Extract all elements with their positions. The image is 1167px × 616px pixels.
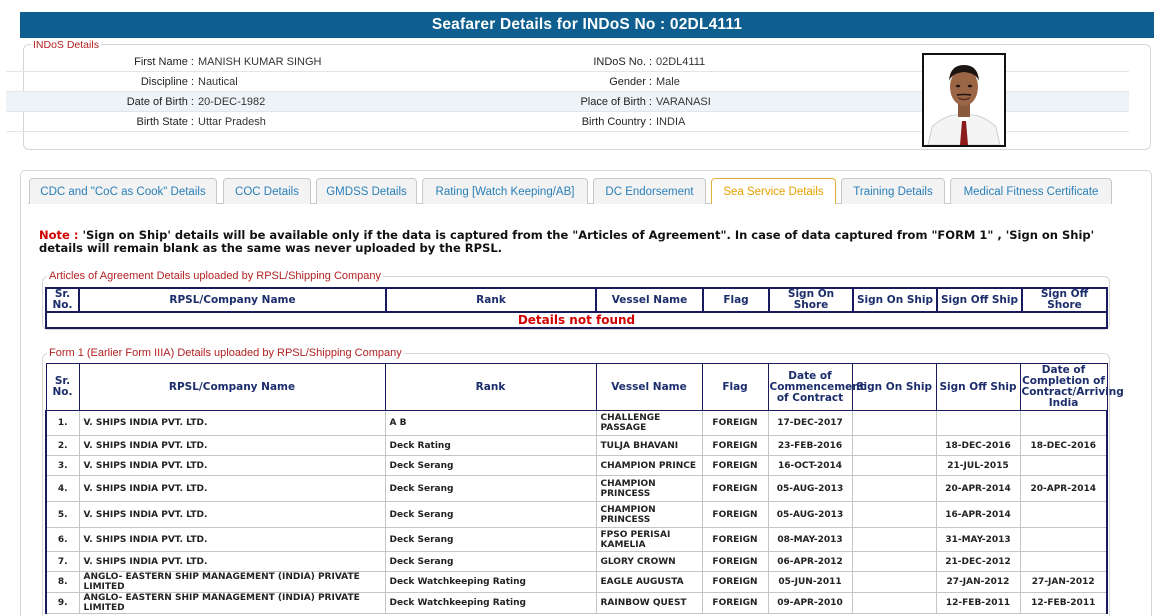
indos-no-label: INDoS No. : bbox=[593, 55, 652, 68]
completion-date-cell bbox=[1020, 528, 1107, 552]
col-header-company-name: RPSL/Company Name bbox=[79, 288, 386, 312]
note-text: 'Sign on Ship' details will be available only if the data is captured from the "Articles of Agreement". In case of data captured from "FORM 1" , 'Sign on Ship' details will remain blank as the same was never uploaded by the RPSL. bbox=[39, 228, 1095, 255]
flag-cell: FOREIGN bbox=[702, 552, 768, 572]
table-row bbox=[46, 411, 1107, 436]
company-name-cell: V. SHIPS INDIA PVT. LTD. bbox=[79, 552, 385, 572]
sr-no-cell: 6. bbox=[46, 528, 79, 552]
col-header-flag: Flag bbox=[702, 364, 768, 411]
articles-of-agreement-table bbox=[45, 287, 1108, 329]
seafarer-photo bbox=[922, 53, 1006, 147]
table-row bbox=[46, 456, 1107, 476]
flag-cell: FOREIGN bbox=[702, 593, 768, 614]
sign-off-ship-cell: 12-FEB-2011 bbox=[936, 593, 1020, 614]
col-header-vessel-name: Vessel Name bbox=[596, 288, 703, 312]
col-header-flag: Flag bbox=[703, 288, 769, 312]
col-header-vessel-name: Vessel Name bbox=[596, 364, 702, 411]
flag-cell: FOREIGN bbox=[702, 456, 768, 476]
rank-cell: Deck Serang bbox=[385, 456, 596, 476]
seafarer-portrait-image bbox=[924, 55, 1004, 145]
vessel-name-cell: TULJA BHAVANI bbox=[596, 436, 702, 456]
birth-country-value: INDIA bbox=[656, 115, 686, 128]
sign-off-ship-cell: 20-APR-2014 bbox=[936, 476, 1020, 502]
table-row bbox=[46, 552, 1107, 572]
indos-no-value: 02DL4111 bbox=[656, 55, 706, 68]
articles-of-agreement-legend: Articles of Agreement Details uploaded by RPSL/Shipping Company bbox=[49, 270, 382, 282]
table-row bbox=[46, 502, 1107, 528]
rank-cell: Deck Watchkeeping Rating bbox=[385, 593, 596, 614]
rank-cell: A B bbox=[385, 411, 596, 436]
sr-no-cell: 4. bbox=[46, 476, 79, 502]
vessel-name-cell: RAINBOW QUEST bbox=[596, 593, 702, 614]
company-name-cell: V. SHIPS INDIA PVT. LTD. bbox=[79, 456, 385, 476]
sr-no-cell: 3. bbox=[46, 456, 79, 476]
vessel-name-cell: EAGLE AUGUSTA bbox=[596, 572, 702, 593]
place-of-birth-label: Place of Birth : bbox=[580, 95, 652, 108]
sr-no-cell: 1. bbox=[46, 411, 79, 436]
sign-off-ship-cell: 31-MAY-2013 bbox=[936, 528, 1020, 552]
sign-off-ship-cell: 21-JUL-2015 bbox=[936, 456, 1020, 476]
tab-rating-watch-keeping[interactable]: Rating [Watch Keeping/AB] bbox=[422, 178, 588, 204]
dob-value: 20-DEC-1982 bbox=[198, 95, 266, 108]
sign-on-ship-cell bbox=[852, 476, 936, 502]
sign-on-ship-cell bbox=[852, 593, 936, 614]
form1-details-table bbox=[45, 363, 1124, 614]
col-header-commencement-date: Date of Commencement of Contract bbox=[768, 364, 852, 411]
sign-on-ship-cell bbox=[852, 502, 936, 528]
flag-cell: FOREIGN bbox=[702, 502, 768, 528]
completion-date-cell bbox=[1020, 552, 1107, 572]
discipline-label: Discipline : bbox=[140, 75, 194, 88]
gender-value: Male bbox=[656, 75, 680, 88]
table-row bbox=[46, 593, 1107, 614]
col-header-rank: Rank bbox=[386, 288, 596, 312]
tab-gmdss-details[interactable]: GMDSS Details bbox=[316, 178, 417, 204]
rank-cell: Deck Watchkeeping Rating bbox=[385, 572, 596, 593]
vessel-name-cell: CHAMPION PRINCESS bbox=[596, 502, 702, 528]
commencement-date-cell: 17-DEC-2017 bbox=[768, 411, 852, 436]
birth-state-label: Birth State : bbox=[136, 115, 194, 128]
col-header-sign-on-ship: Sign On Ship bbox=[853, 288, 937, 312]
sign-off-ship-cell: 21-DEC-2012 bbox=[936, 552, 1020, 572]
completion-date-cell bbox=[1020, 456, 1107, 476]
company-name-cell: V. SHIPS INDIA PVT. LTD. bbox=[79, 411, 385, 436]
vessel-name-cell: CHAMPION PRINCE bbox=[596, 456, 702, 476]
col-header-sign-off-ship: Sign Off Ship bbox=[936, 364, 1020, 411]
tab-cdc-details[interactable]: CDC and "CoC as Cook" Details bbox=[29, 178, 217, 204]
commencement-date-cell: 05-JUN-2011 bbox=[768, 572, 852, 593]
dob-label: Date of Birth : bbox=[126, 95, 194, 108]
completion-date-cell: 18-DEC-2016 bbox=[1020, 436, 1107, 456]
col-header-sign-on-ship: Sign On Ship bbox=[852, 364, 936, 411]
company-name-cell: ANGLO- EASTERN SHIP MANAGEMENT (INDIA) PRIVATE LIMITED bbox=[79, 572, 385, 593]
flag-cell: FOREIGN bbox=[702, 436, 768, 456]
tab-sea-service-details[interactable]: Sea Service Details bbox=[711, 178, 836, 204]
sign-off-ship-cell: 18-DEC-2016 bbox=[936, 436, 1020, 456]
sign-on-ship-cell bbox=[852, 572, 936, 593]
tab-training-details[interactable]: Training Details bbox=[841, 178, 945, 204]
sr-no-cell: 9. bbox=[46, 593, 79, 614]
form1-table-body bbox=[46, 411, 1107, 614]
place-of-birth-value: VARANASI bbox=[656, 95, 711, 108]
sign-off-ship-cell: 16-APR-2014 bbox=[936, 502, 1020, 528]
sign-on-ship-cell bbox=[852, 456, 936, 476]
col-header-sign-off-ship: Sign Off Ship bbox=[937, 288, 1022, 312]
completion-date-cell bbox=[1020, 411, 1107, 436]
form1-header-row bbox=[46, 364, 1107, 411]
sign-on-ship-cell bbox=[852, 411, 936, 436]
col-header-sign-on-shore: Sign On Shore bbox=[769, 288, 853, 312]
vessel-name-cell: GLORY CROWN bbox=[596, 552, 702, 572]
col-header-sr-no: Sr. No. bbox=[46, 288, 79, 312]
rank-cell: Deck Serang bbox=[385, 552, 596, 572]
details-not-found-message: Details not found bbox=[46, 312, 1107, 328]
vessel-name-cell: FPSO PERISAI KAMELIA bbox=[596, 528, 702, 552]
sign-off-ship-cell: 27-JAN-2012 bbox=[936, 572, 1020, 593]
discipline-value: Nautical bbox=[198, 75, 238, 88]
table-row bbox=[46, 528, 1107, 552]
rank-cell: Deck Serang bbox=[385, 528, 596, 552]
table-row bbox=[46, 436, 1107, 456]
tab-coc-details[interactable]: COC Details bbox=[223, 178, 311, 204]
table-row bbox=[46, 572, 1107, 593]
company-name-cell: V. SHIPS INDIA PVT. LTD. bbox=[79, 528, 385, 552]
col-header-sr-no: Sr. No. bbox=[46, 364, 79, 411]
page-title: Seafarer Details for INDoS No : 02DL4111 bbox=[20, 12, 1154, 38]
company-name-cell: V. SHIPS INDIA PVT. LTD. bbox=[79, 476, 385, 502]
flag-cell: FOREIGN bbox=[702, 528, 768, 552]
company-name-cell: V. SHIPS INDIA PVT. LTD. bbox=[79, 502, 385, 528]
vessel-name-cell: CHAMPION PRINCESS bbox=[596, 476, 702, 502]
company-name-cell: V. SHIPS INDIA PVT. LTD. bbox=[79, 436, 385, 456]
sr-no-cell: 8. bbox=[46, 572, 79, 593]
form1-legend: Form 1 (Earlier Form IIIA) Details uploaded by RPSL/Shipping Company bbox=[49, 347, 402, 359]
commencement-date-cell: 05-AUG-2013 bbox=[768, 476, 852, 502]
commencement-date-cell: 06-APR-2012 bbox=[768, 552, 852, 572]
completion-date-cell: 12-FEB-2011 bbox=[1020, 593, 1107, 614]
commencement-date-cell: 16-OCT-2014 bbox=[768, 456, 852, 476]
rank-cell: Deck Rating bbox=[385, 436, 596, 456]
commencement-date-cell: 09-APR-2010 bbox=[768, 593, 852, 614]
vessel-name-cell: CHALLENGE PASSAGE bbox=[596, 411, 702, 436]
col-header-completion-date: Date of Completion of Contract/Arriving India bbox=[1021, 364, 1124, 409]
flag-cell: FOREIGN bbox=[702, 572, 768, 593]
first-name-label: First Name : bbox=[134, 55, 194, 68]
indos-details-legend: INDoS Details bbox=[33, 39, 99, 51]
sr-no-cell: 5. bbox=[46, 502, 79, 528]
tab-dc-endorsement[interactable]: DC Endorsement bbox=[593, 178, 706, 204]
sign-on-ship-note bbox=[39, 229, 1119, 255]
birth-country-label: Birth Country : bbox=[581, 115, 652, 128]
col-header-sign-off-shore: Sign Off Shore bbox=[1022, 288, 1107, 312]
articles-header-row bbox=[46, 288, 1107, 312]
tab-medical-fitness-certificate[interactable]: Medical Fitness Certificate bbox=[950, 178, 1112, 204]
articles-empty-row bbox=[46, 312, 1107, 328]
first-name-value: MANISH KUMAR SINGH bbox=[198, 55, 322, 68]
sign-on-ship-cell bbox=[852, 528, 936, 552]
sign-on-ship-cell bbox=[852, 552, 936, 572]
completion-date-cell bbox=[1020, 502, 1107, 528]
rank-cell: Deck Serang bbox=[385, 502, 596, 528]
sr-no-cell: 7. bbox=[46, 552, 79, 572]
commencement-date-cell: 08-MAY-2013 bbox=[768, 528, 852, 552]
col-header-company-name: RPSL/Company Name bbox=[79, 364, 385, 411]
commencement-date-cell: 23-FEB-2016 bbox=[768, 436, 852, 456]
completion-date-cell: 20-APR-2014 bbox=[1020, 476, 1107, 502]
table-row bbox=[46, 476, 1107, 502]
completion-date-cell: 27-JAN-2012 bbox=[1020, 572, 1107, 593]
sr-no-cell: 2. bbox=[46, 436, 79, 456]
commencement-date-cell: 05-AUG-2013 bbox=[768, 502, 852, 528]
sign-off-ship-cell bbox=[936, 411, 1020, 436]
note-label: Note : bbox=[39, 228, 79, 242]
birth-state-value: Uttar Pradesh bbox=[198, 115, 266, 128]
sign-on-ship-cell bbox=[852, 436, 936, 456]
col-header-rank: Rank bbox=[385, 364, 596, 411]
rank-cell: Deck Serang bbox=[385, 476, 596, 502]
flag-cell: FOREIGN bbox=[702, 476, 768, 502]
gender-label: Gender : bbox=[609, 75, 652, 88]
flag-cell: FOREIGN bbox=[702, 411, 768, 436]
company-name-cell: ANGLO- EASTERN SHIP MANAGEMENT (INDIA) PRIVATE LIMITED bbox=[79, 593, 385, 614]
